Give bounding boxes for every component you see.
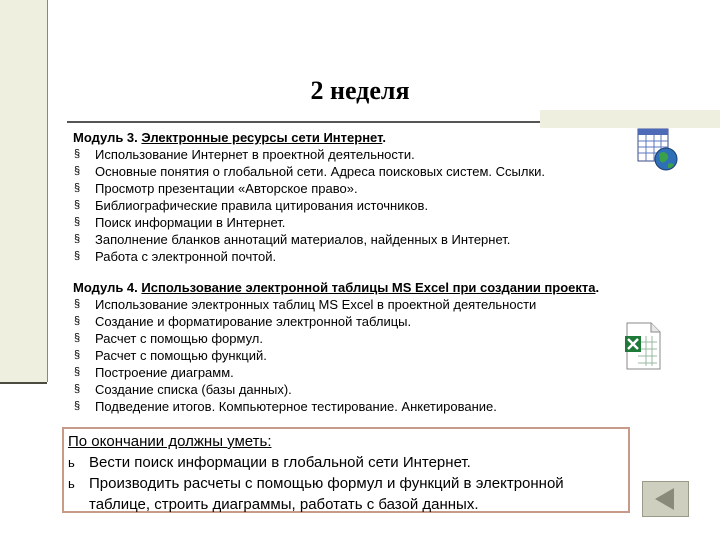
- list-item: § Заполнение бланков аннотаций материалов, найденных в Интернет.: [74, 232, 511, 247]
- list-item: § Расчет с помощью формул.: [74, 331, 263, 346]
- back-nav-button[interactable]: [642, 481, 689, 517]
- list-item: § Использование Интернет в проектной деятельности.: [74, 147, 415, 162]
- module-4-title: Использование электронной таблицы MS Excel при создании проекта: [141, 280, 596, 295]
- list-item: § Библиографические правила цитирования источников.: [74, 198, 429, 213]
- list-item: ь Производить расчеты с помощью формул и функций в электронной таблице, строить диаграммы, работать с базой данных.: [68, 475, 564, 513]
- left-decor-rule: [0, 382, 47, 384]
- list-item: § Основные понятия о глобальной сети. Адреса поисковых систем. Ссылки.: [74, 164, 546, 179]
- left-decor-band: [0, 0, 47, 382]
- list-item: § Работа с электронной почтой.: [74, 249, 277, 264]
- list-item: § Построение диаграмм.: [74, 365, 234, 380]
- summary-box: [62, 427, 630, 513]
- title-rule: [67, 121, 540, 123]
- list-item: § Подведение итогов. Компьютерное тестирование. Анкетирование.: [74, 399, 497, 414]
- list-item: § Поиск информации в Интернет.: [74, 215, 286, 230]
- list-item: § Расчет с помощью функций.: [74, 348, 267, 363]
- spreadsheet-globe-icon: [637, 128, 679, 172]
- back-arrow-icon: [643, 482, 688, 516]
- module-3-heading: Модуль 3. Электронные ресурсы сети Интернет.: [73, 130, 386, 145]
- list-item: ь Вести поиск информации в глобальной сети Интернет.: [68, 454, 471, 471]
- list-item: § Просмотр презентации «Авторское право».: [74, 181, 358, 196]
- list-item: § Использование электронных таблиц MS Excel в проектной деятельности: [74, 297, 537, 312]
- summary-heading: По окончании должны уметь:: [68, 433, 272, 450]
- left-decor-line: [47, 0, 48, 382]
- list-item: § Создание и форматирование электронной таблицы.: [74, 314, 412, 329]
- module-4-block: [73, 279, 599, 415]
- module-3-list: [73, 146, 545, 265]
- list-item: § Создание списка (базы данных).: [74, 382, 292, 397]
- excel-document-icon: [624, 322, 662, 370]
- corner-decor-box: [540, 110, 720, 128]
- module-3-title: Электронные ресурсы сети Интернет: [141, 130, 383, 145]
- slide-title: 2 неделя: [310, 76, 410, 105]
- module-3-block: [73, 129, 545, 265]
- module-4-list: [73, 296, 599, 415]
- module-4-heading: Модуль 4. Использование электронной таблицы MS Excel при создании проекта.: [73, 280, 600, 295]
